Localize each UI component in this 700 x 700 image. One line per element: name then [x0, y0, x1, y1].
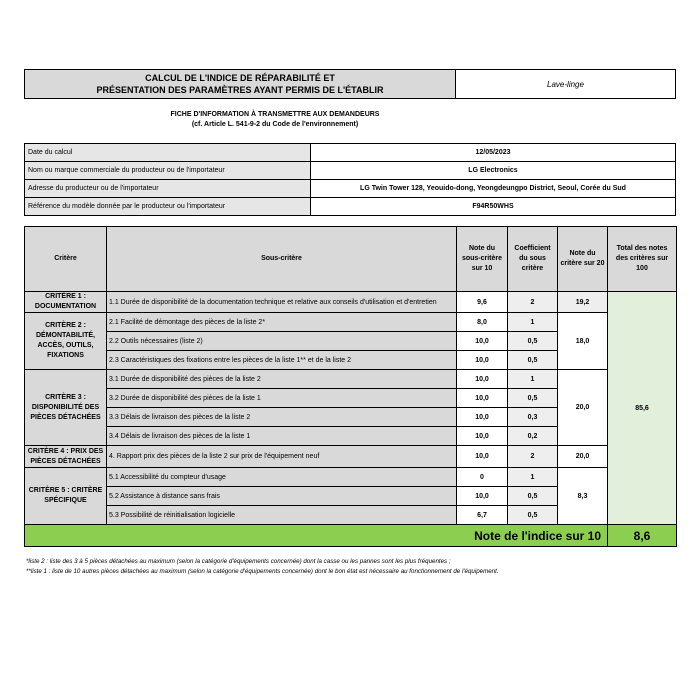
col-header-critere: Critère	[25, 227, 107, 292]
subcriterion-label: 1.1 Durée de disponibilité de la documentation technique et relative aux conseils d'utilisation et d'entretien	[107, 292, 457, 313]
table-row	[25, 292, 677, 313]
table-row	[25, 468, 677, 487]
subcriterion-label: 2.2 Outils nécessaires (liste 2)	[107, 332, 457, 351]
subcriterion-note: 9,6	[457, 292, 508, 313]
subcriterion-note: 0	[457, 468, 508, 487]
table-row	[25, 446, 677, 468]
criterion-score: 20,0	[558, 370, 608, 446]
title-line-1: CALCUL DE L'INDICE DE RÉPARABILITÉ ET	[145, 73, 335, 83]
subtitle-line-1: FICHE D'INFORMATION À TRANSMETTRE AUX DEMANDEURS	[170, 111, 380, 118]
final-score-row	[25, 525, 677, 547]
info-row	[25, 144, 676, 162]
subcriterion-coef: 0,2	[508, 427, 558, 446]
footnote-liste-1: **liste 1 : liste de 10 autres pièces détachées au maximum (selon la catégorie d'équipements concernée) dont le bon état est nécessaire au fonctionnement de l'équipement.	[26, 568, 499, 575]
info-value: LG Twin Tower 128, Yeouido-dong, Yeongdeungpo District, Seoul, Corée du Sud	[311, 180, 676, 198]
final-score-value: 8,6	[608, 525, 677, 547]
subcriterion-coef: 1	[508, 313, 558, 332]
criterion-name: CRITÈRE 3 : DISPONIBILITÉ DES PIÈCES DÉTACHÉES	[25, 370, 107, 446]
criterion-name: CRITÈRE 5 : CRITÈRE SPÉCIFIQUE	[25, 468, 107, 525]
subcriterion-label: 4. Rapport prix des pièces de la liste 2 sur prix de l'équipement neuf	[107, 446, 457, 468]
table-row	[25, 370, 677, 389]
subcriterion-label: 3.3 Délais de livraison des pièces de la liste 2	[107, 408, 457, 427]
subcriterion-note: 10,0	[457, 446, 508, 468]
info-row	[25, 162, 676, 180]
col-header-note-sous: Note du sous-critère sur 10	[457, 227, 508, 292]
subcriterion-note: 10,0	[457, 427, 508, 446]
subcriterion-label: 5.2 Assistance à distance sans frais	[107, 487, 457, 506]
footnotes	[26, 557, 676, 577]
info-value: 12/05/2023	[311, 144, 676, 162]
final-score-label: Note de l'indice sur 10	[25, 525, 608, 547]
subtitle	[150, 110, 400, 130]
subcriterion-coef: 1	[508, 468, 558, 487]
subcriterion-coef: 0,3	[508, 408, 558, 427]
col-header-sous-critere: Sous-critère	[107, 227, 457, 292]
subcriterion-coef: 2	[508, 446, 558, 468]
col-header-coef: Coefficient du sous critère	[508, 227, 558, 292]
criterion-name: CRITÈRE 1 : DOCUMENTATION	[25, 292, 107, 313]
info-value: F94R50WHS	[311, 198, 676, 216]
criterion-score: 19,2	[558, 292, 608, 313]
subcriterion-label: 2.3 Caractéristiques des fixations entre les pièces de la liste 1** et de la liste 2	[107, 351, 457, 370]
subcriterion-coef: 0,5	[508, 389, 558, 408]
subcriterion-coef: 0,5	[508, 332, 558, 351]
col-header-total: Total des notes des critères sur 100	[608, 227, 677, 292]
criterion-score: 20,0	[558, 446, 608, 468]
criterion-name: CRITÈRE 2 : DÉMONTABILITÉ, ACCÈS, OUTILS, FIXATIONS	[25, 313, 107, 370]
subcriterion-note: 10,0	[457, 332, 508, 351]
subcriterion-label: 2.1 Facilité de démontage des pièces de la liste 2*	[107, 313, 457, 332]
product-type: Lave-linge	[456, 69, 676, 99]
subcriterion-label: 5.3 Possibilité de réinitialisation logicielle	[107, 506, 457, 525]
title-line-2: PRÉSENTATION DES PARAMÈTRES AYANT PERMIS DE L'ÉTABLIR	[96, 85, 384, 95]
col-header-note-critere: Note du critère sur 20	[558, 227, 608, 292]
subcriterion-label: 5.1 Accessibilité du compteur d'usage	[107, 468, 457, 487]
subcriterion-note: 8,0	[457, 313, 508, 332]
criterion-score: 8,3	[558, 468, 608, 525]
subcriterion-coef: 0,5	[508, 506, 558, 525]
info-row	[25, 180, 676, 198]
info-label: Nom ou marque commerciale du producteur ou de l'importateur	[25, 162, 311, 180]
subcriterion-note: 10,0	[457, 389, 508, 408]
criterion-score: 18,0	[558, 313, 608, 370]
info-label: Référence du modèle donnée par le producteur ou l'importateur	[25, 198, 311, 216]
info-row	[25, 198, 676, 216]
info-label: Date du calcul	[25, 144, 311, 162]
subcriterion-label: 3.1 Durée de disponibilité des pièces de la liste 2	[107, 370, 457, 389]
subcriterion-note: 10,0	[457, 408, 508, 427]
subcriterion-note: 10,0	[457, 370, 508, 389]
repairability-score-table	[24, 226, 677, 547]
subtitle-line-2: (cf. Article L. 541-9-2 du Code de l'environnement)	[191, 121, 359, 128]
info-label: Adresse du producteur ou de l'importateur	[25, 180, 311, 198]
subcriterion-coef: 1	[508, 370, 558, 389]
document-title	[24, 69, 456, 99]
info-value: LG Electronics	[311, 162, 676, 180]
subcriterion-label: 3.4 Délais de livraison des pièces de la liste 1	[107, 427, 457, 446]
subcriterion-note: 10,0	[457, 487, 508, 506]
subcriterion-note: 10,0	[457, 351, 508, 370]
subcriterion-coef: 0,5	[508, 351, 558, 370]
subcriterion-label: 3.2 Durée de disponibilité des pièces de la liste 1	[107, 389, 457, 408]
criterion-name: CRITÈRE 4 : PRIX DES PIÈCES DÉTACHÉES	[25, 446, 107, 468]
subcriterion-coef: 0,5	[508, 487, 558, 506]
producer-info-table	[24, 143, 676, 216]
total-score: 85,6	[608, 292, 677, 525]
subcriterion-coef: 2	[508, 292, 558, 313]
footnote-liste-2: *liste 2 : liste des 3 à 5 pièces détachées au maximum (selon la catégorie d'équipements concernée) dont la casse ou les pannes sont les plus fréquentes ;	[26, 558, 451, 565]
table-header-row	[25, 227, 677, 292]
table-row	[25, 313, 677, 332]
subcriterion-note: 6,7	[457, 506, 508, 525]
